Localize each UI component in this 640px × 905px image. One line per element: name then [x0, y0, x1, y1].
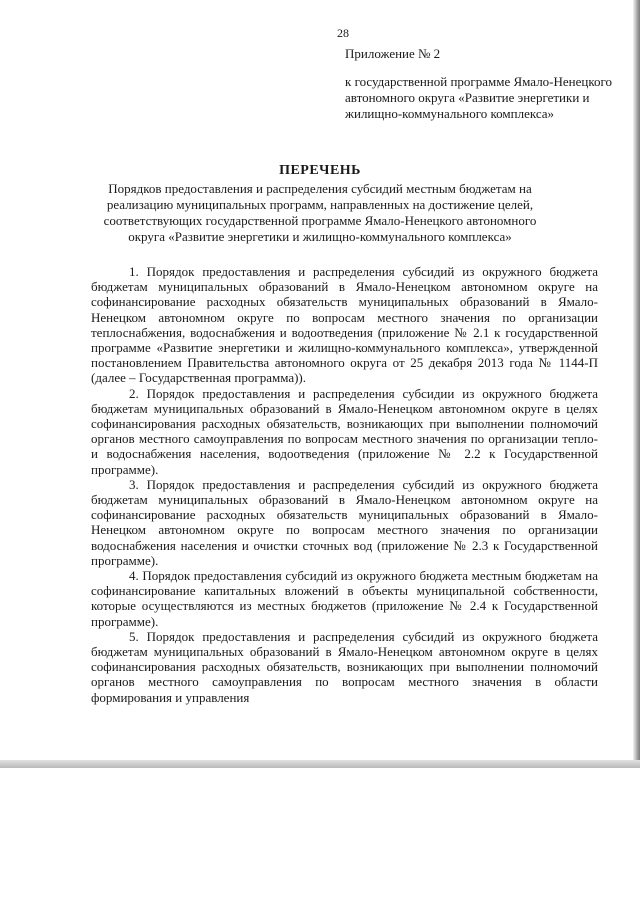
page-number: 28 [337, 26, 349, 40]
scan-bottom-edge [0, 760, 640, 768]
list-item: 5. Порядок предоставления и распределения субсидий из окружного бюджета бюджетам муниципальных образований в Ямало-Ненецком автономном округе в целях софинансирования расходных обязательств, возникающих при выполнении полномочий органов местного самоуправления по вопросам местного значения в области формирования и управления [91, 628, 598, 705]
list-item: 1. Порядок предоставления и распределения субсидий из окружного бюджета бюджетам муниципальных образований в Ямало-Ненецком автономном округе на софинансирование расходных обязательств муниципальных образований в Ямало-Ненецком автономном округе по вопросам местного значения по организации теплоснабжения, водоснабжения и водоотведения (приложение № 2.1 к государственной программе «Развитие энергетики и жилищно-коммунального комплекса», утвержденной постановлением Правительства автономного округа от 25 декабря 2013 года № 1144-П (далее – Государственная программа)). [91, 264, 598, 386]
document-title: ПЕРЕЧЕНЬ [279, 163, 361, 178]
annex-number: Приложение № 2 [345, 46, 441, 61]
list-item: 3. Порядок предоставления и распределения субсидий из окружного бюджета бюджетам муниципальных образований в Ямало-Ненецком автономном округе на софинансирование расходных обязательств муниципальных образований в Ямало-Ненецком автономном округе по вопросам местного значения по организации водоснабжения населения и очистки сточных вод (приложение № 2.3 к Государственной программе). [91, 476, 598, 568]
list-item: 4. Порядок предоставления субсидий из окружного бюджета местным бюджетам на софинансирование капитальных вложений в объекты муниципальной собственности, которые осуществляются из местных бюджетов (приложение № 2.4 к Государственной программе). [91, 568, 598, 629]
list-item: 2. Порядок предоставления и распределения субсидии из окружного бюджета бюджетам муниципальных образований в Ямало-Ненецком автономном округе в целях софинансирования расходных обязательств, возникающих при выполнении полномочий органов местного самоуправления по вопросам местного значения по организации тепло- и водоснабжения населения, водоотведения (приложение № 2.2 к Государственной программе). [91, 385, 598, 477]
annex-reference: к государственной программе Ямало-Ненецкого автономного округа «Развитие энергетики и жилищно-коммунального комплекса» [345, 74, 613, 121]
document-body [91, 264, 598, 705]
document-subtitle: Порядков предоставления и распределения субсидий местным бюджетам на реализацию муниципальных программ, направленных на достижение целей, соответствующих государственной программе Ямало-Ненецкого автономного округа «Развитие энергетики и жилищно-коммунального комплекса» [103, 181, 537, 244]
scan-shadow-edge [633, 0, 640, 768]
annex-header [345, 46, 615, 122]
